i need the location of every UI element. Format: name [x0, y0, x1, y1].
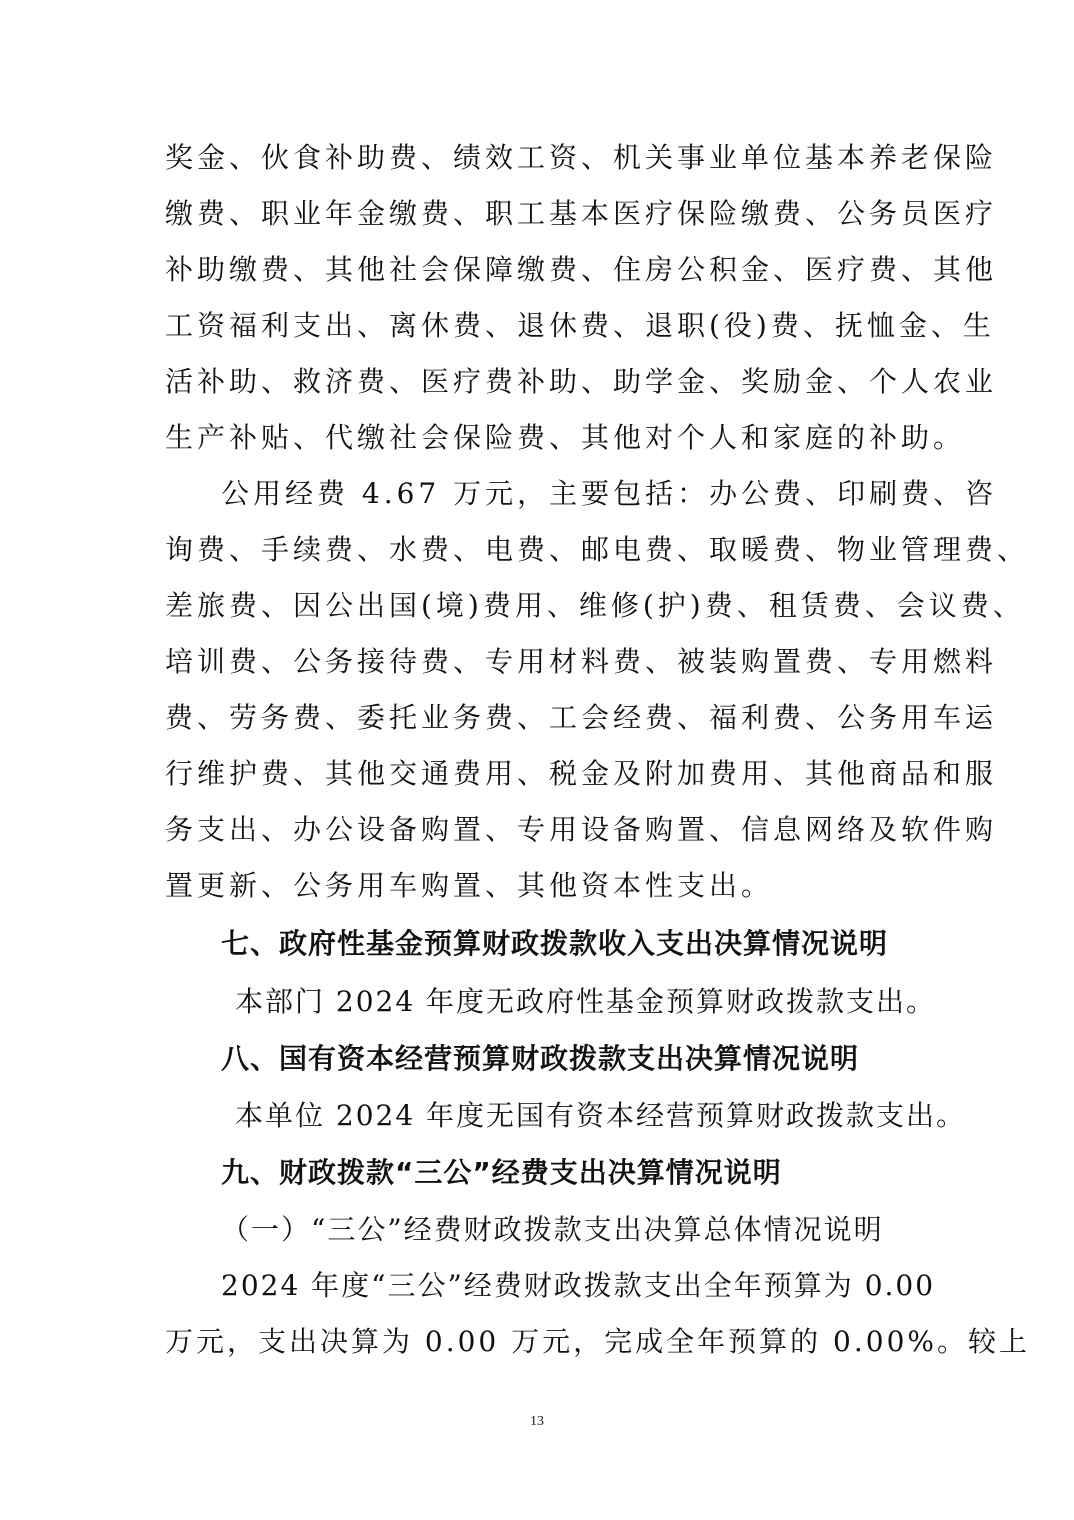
paragraph-line: 培训费、公务接待费、专用材料费、被装购置费、专用燃料: [165, 645, 998, 678]
paragraph-line: 2024 年度“三公”经费财政拨款支出全年预算为 0.00: [221, 1269, 936, 1302]
section-heading-7: 七、政府性基金预算财政拨款收入支出决算情况说明: [221, 927, 889, 960]
subsection-heading: （一）“三公”经费财政拨款支出决算总体情况说明: [221, 1213, 884, 1246]
paragraph-line: 行维护费、其他交通费用、税金及附加费用、其他商品和服: [165, 757, 998, 790]
paragraph-line: 万元，支出决算为 0.00 万元，完成全年预算的 0.00%。较上: [165, 1325, 1030, 1358]
paragraph-line: 奖金、伙食补助费、绩效工资、机关事业单位基本养老保险: [165, 141, 998, 174]
paragraph-line: 活补助、救济费、医疗费补助、助学金、奖励金、个人农业: [165, 365, 998, 398]
paragraph-line: 生产补贴、代缴社会保险费、其他对个人和家庭的补助。: [165, 421, 966, 454]
paragraph-line: 询费、手续费、水费、电费、邮电费、取暖费、物业管理费、: [165, 533, 1030, 566]
paragraph-line: 本部门 2024 年度无政府性基金预算财政拨款支出。: [235, 985, 937, 1018]
paragraph-line: 缴费、职业年金缴费、职工基本医疗保险缴费、公务员医疗: [165, 197, 998, 230]
section-heading-9: 九、财政拨款“三公”经费支出决算情况说明: [221, 1156, 782, 1189]
section-heading-8: 八、国有资本经营预算财政拨款支出决算情况说明: [221, 1042, 860, 1075]
paragraph-line: 费、劳务费、委托业务费、工会经费、福利费、公务用车运: [165, 701, 998, 734]
paragraph-line: 工资福利支出、离休费、退休费、退职(役)费、抚恤金、生: [165, 309, 995, 342]
paragraph-line: 置更新、公务用车购置、其他资本性支出。: [165, 869, 774, 902]
paragraph-line: 补助缴费、其他社会保障缴费、住房公积金、医疗费、其他: [165, 253, 998, 286]
paragraph-line: 公用经费 4.67 万元，主要包括：办公费、印刷费、咨: [221, 477, 998, 510]
paragraph-line: 本单位 2024 年度无国有资本经营预算财政拨款支出。: [235, 1099, 967, 1132]
paragraph-line: 务支出、办公设备购置、专用设备购置、信息网络及软件购: [165, 813, 998, 846]
page-number: 13: [530, 1414, 544, 1429]
paragraph-line: 差旅费、因公出国(境)费用、维修(护)费、租赁费、会议费、: [165, 589, 1025, 622]
